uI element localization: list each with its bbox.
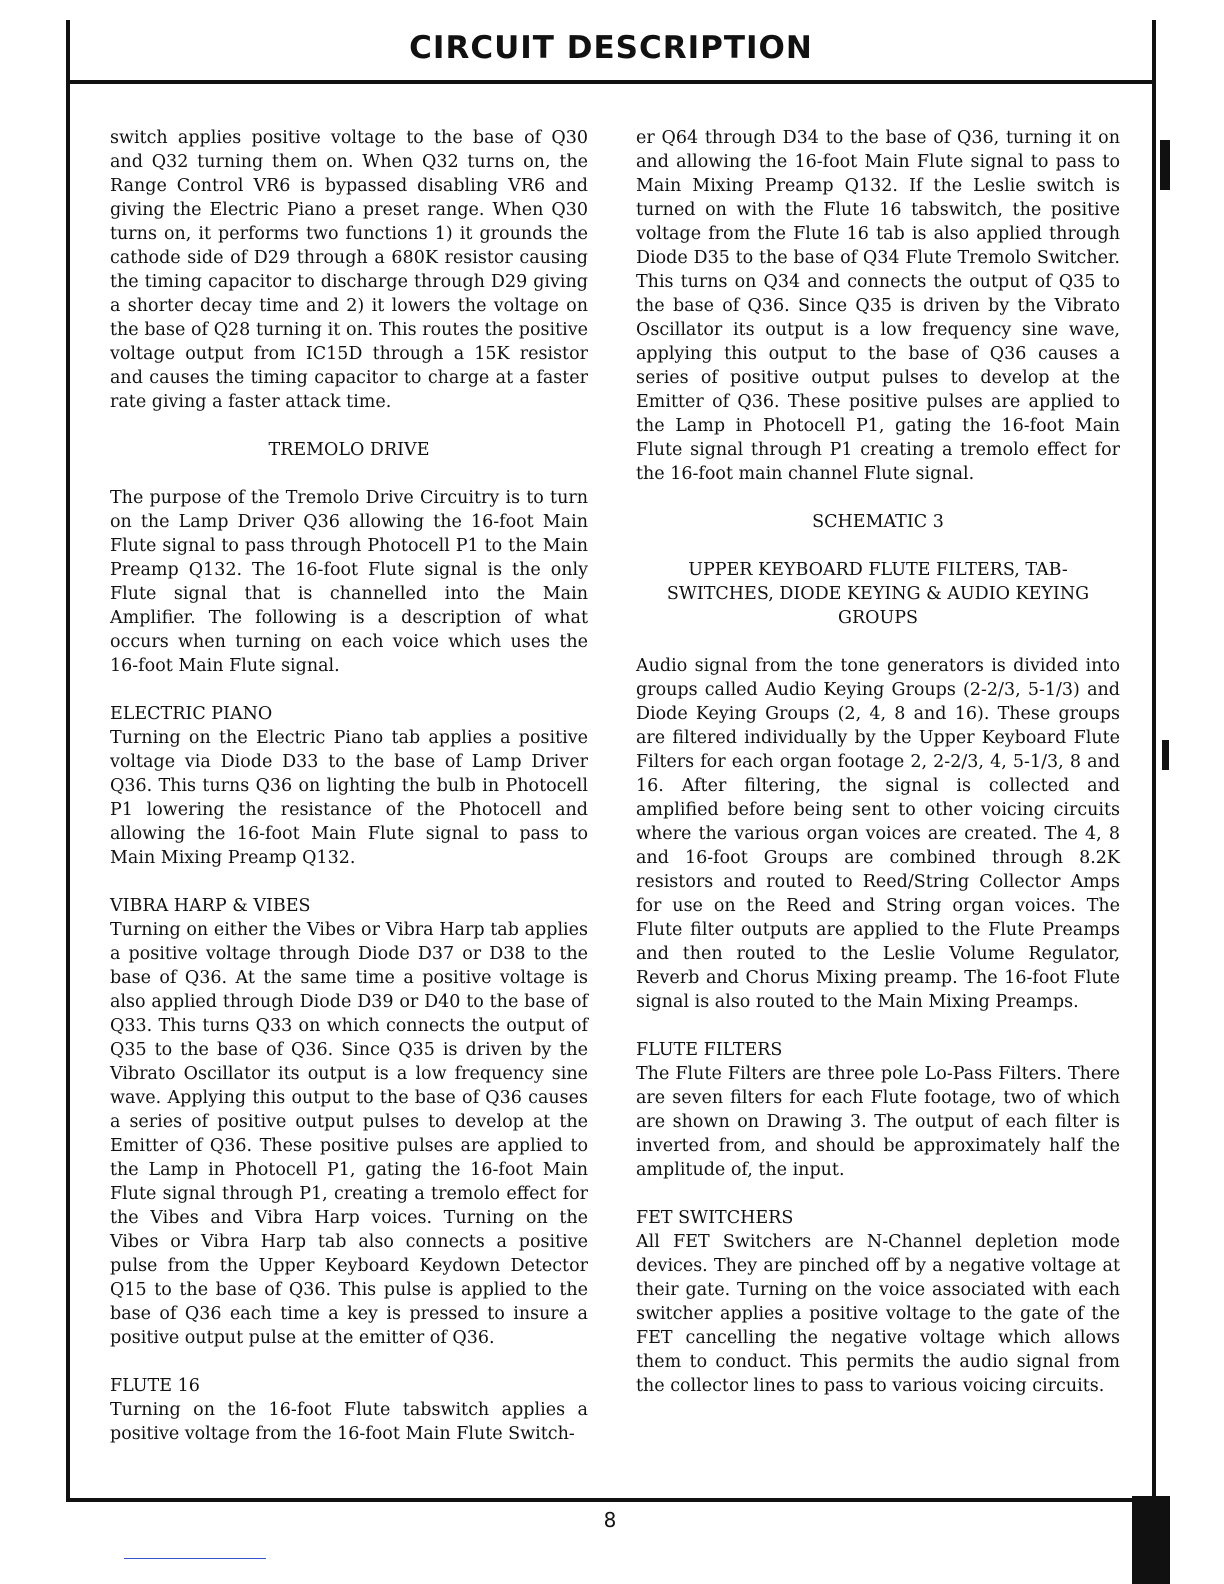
vibes-paragraph: Turning on either the Vibes or Vibra Harp tab applies a positive voltage through Diode D37 or D38 to the base of Q36. At the same time a positive voltage is also applied through Diode D39 or D40 to the base of Q33. This turns Q33 on which connects the output of Q35 to the base of Q36. Since Q35 is driven by the Vibrato Oscillator its output is a low frequency sine wave. Applying this output to the base of Q36 causes a series of positive output pulses to develop at the Emitter of Q36. These positive pulses are applied to the Lamp in Photocell P1, gating the 16-foot Main Flute signal through P1, creating a tremolo effect for the Vibes and Vibra Harp voices. Turning on the Vibes or Vibra Harp tab also connects a positive pulse from the Upper Keyboard Keydown Detector Q15 to the base of Q36. This pulse is applied to the base of Q36 each time a key is pressed to insure a positive output pulse at the emitter of Q36. bbox=[110, 920, 588, 1348]
title-rule bbox=[66, 80, 1156, 84]
intro-paragraph: switch applies positive voltage to the base of Q30 and Q32 turning them on. When Q32 turns on, the Range Control VR6 is bypassed disabling VR6 and giving the Electric Piano a preset range. When Q30 turns on, it performs two functions 1) it grounds the cathode side of D29 through a 680K resistor causing the timing capacitor to discharge through D29 giving a shorter decay time and 2) it lowers the voltage on the base of Q28 turning it on. This routes the positive voltage output from IC15D through a 15K resistor and causes the timing capacitor to charge at a faster rate giving a faster attack time. bbox=[110, 128, 588, 412]
page-number: 8 bbox=[603, 1508, 617, 1532]
vibes-heading: VIBRA HARP & VIBES bbox=[110, 896, 311, 916]
flute-filters-heading: FLUTE FILTERS bbox=[636, 1040, 783, 1060]
vibes-section bbox=[110, 894, 588, 1350]
flute16-heading: FLUTE 16 bbox=[110, 1376, 200, 1396]
audio-keying-paragraph: Audio signal from the tone generators is divided into groups called Audio Keying Groups (2-2/3, 5-1/3) and Diode Keying Groups (2, 4, 8 and 16). These groups are filtered individually by the Upper Keyboard Flute Filters for each organ footage 2, 2-2/3, 4, 5-1/3, 8 and 16. After filtering, the signal is collected and amplified before being sent to other voicing circuits where the various organ voices are created. The 4, 8 and 16-foot Groups are combined through 8.2K resistors and routed to Reed/String Collector Amps for use on the Reed and String organ voices. The Flute filter outputs are applied to the Flute Preamps and then routed to the Leslie Volume Regulator, Reverb and Chorus Mixing preamp. The 16-foot Flute signal is also routed to the Main Mixing Preamps. bbox=[636, 656, 1120, 1012]
left-column bbox=[110, 126, 588, 1470]
electric-piano-heading: ELECTRIC PIANO bbox=[110, 704, 273, 724]
electric-piano-paragraph: Turning on the Electric Piano tab applies a positive voltage via Diode D33 to the base of Lamp Driver Q36. This turns Q36 on lighting the bulb in Photocell P1 lowering the resistance of the Photocell and allowing the 16-foot Main Flute signal to pass to Main Mixing Preamp Q132. bbox=[110, 728, 588, 868]
continued-paragraph: er Q64 through D34 to the base of Q36, turning it on and allowing the 16-foot Main Flute signal to pass to Main Mixing Preamp Q132. If the Leslie switch is turned on with the Flute 16 tabswitch, the positive voltage from the Flute 16 tab is also applied through Diode D35 to the base of Q34 Flute Tremolo Switcher. This turns on Q34 and connects the output of Q35 to the base of Q36. Since Q35 is driven by the Vibrato Oscillator its output is a low frequency sine wave, applying this output to the base of Q36 causes a series of positive output pulses to develop at the Emitter of Q36. These positive pulses are applied to the Lamp in Photocell P1, gating the 16-foot Main Flute signal through P1 creating a tremolo effect for the 16-foot main channel Flute signal. bbox=[636, 128, 1120, 484]
scan-edge-mark bbox=[1132, 1496, 1170, 1584]
flute16-section bbox=[110, 1374, 588, 1446]
flute-filters-paragraph: The Flute Filters are three pole Lo-Pass Filters. There are seven filters for each Flute footage, two of which are shown on Drawing 3. The output of each filter is inverted from, and should be approximately half the amplitude of, the input. bbox=[636, 1064, 1120, 1180]
scan-edge-mark bbox=[1160, 140, 1170, 190]
electric-piano-section bbox=[110, 702, 588, 870]
scan-edge-mark bbox=[1162, 740, 1169, 770]
tremolo-drive-heading: TREMOLO DRIVE bbox=[268, 440, 430, 460]
tremolo-drive-paragraph: The purpose of the Tremolo Drive Circuitry is to turn on the Lamp Driver Q36 allowing the 16-foot Main Flute signal to pass through Photocell P1 to the Main Preamp Q132. The 16-foot Flute signal is the only Flute signal that is channelled into the Main Amplifier. The following is a description of what occurs when turning on each voice which uses the 16-foot Main Flute signal. bbox=[110, 488, 588, 676]
page-title: CIRCUIT DESCRIPTION bbox=[409, 30, 813, 66]
flute-filters-section bbox=[636, 1038, 1120, 1182]
fet-heading: FET SWITCHERS bbox=[636, 1208, 794, 1228]
fet-paragraph: All FET Switchers are N-Channel depletion mode devices. They are pinched off by a negative voltage at their gate. Turning on the voice associated with each switcher applies a positive voltage to the gate of the FET cancelling the negative voltage which allows them to conduct. This permits the audio signal from the collector lines to pass to various voicing circuits. bbox=[636, 1232, 1120, 1396]
schematic-heading: SCHEMATIC 3 bbox=[812, 512, 944, 532]
fet-section bbox=[636, 1206, 1120, 1398]
upper-keyboard-heading: UPPER KEYBOARD FLUTE FILTERS, TAB-SWITCHES, DIODE KEYING & AUDIO KEYING GROUPS bbox=[666, 560, 1090, 628]
footer-rule bbox=[124, 1558, 266, 1559]
flute16-paragraph: Turning on the 16-foot Flute tabswitch applies a positive voltage from the 16-foot Main Flute Switch- bbox=[110, 1400, 588, 1444]
right-column bbox=[636, 126, 1120, 1422]
